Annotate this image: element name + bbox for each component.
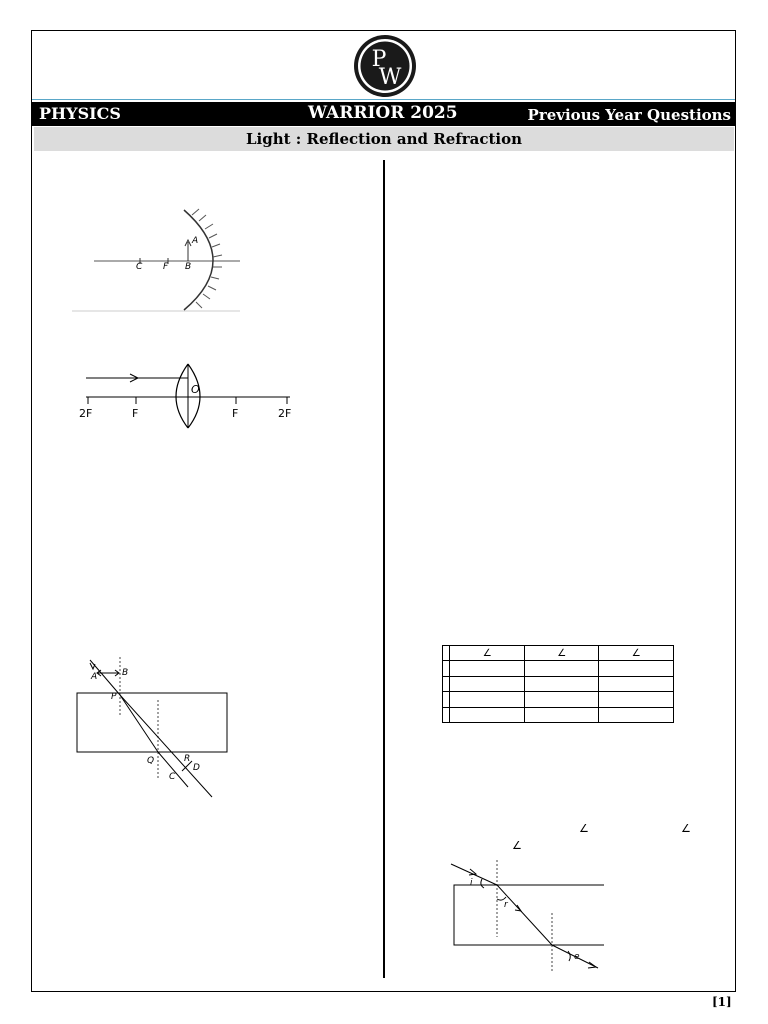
slab-label-a: A: [91, 672, 98, 682]
table-cell: [599, 692, 674, 707]
convex-lens-figure: [76, 360, 306, 432]
slab-right-label-i: i: [470, 878, 473, 888]
slab-label-b: B: [122, 668, 129, 678]
slab-right-label-r: r: [504, 900, 508, 910]
logo-letter-p: P: [371, 47, 387, 72]
table-cell: [599, 676, 674, 691]
topic-title: Light : Reflection and Refraction: [34, 127, 734, 151]
concave-mirror-figure: [72, 205, 242, 315]
page-number: [1]: [712, 995, 732, 1009]
slab-label-c: C: [169, 772, 176, 782]
table-cell: [599, 707, 674, 722]
table-header-row: [443, 646, 674, 661]
angle-symbol: ∠: [579, 822, 589, 835]
angle-symbol: ∠: [512, 839, 522, 852]
slab-label-p: P: [111, 692, 117, 702]
header-rule: [32, 99, 735, 100]
pw-logo: [353, 34, 417, 98]
table-cell: [443, 692, 450, 707]
table-cell: [524, 692, 599, 707]
table-row: [443, 676, 674, 691]
glass-slab-figure-left: [74, 655, 234, 800]
column-divider: [383, 160, 385, 978]
table-header-cell: ∠: [599, 646, 674, 661]
table-cell: [450, 692, 525, 707]
mirror-label-f: F: [163, 262, 169, 272]
table-row: [443, 661, 674, 676]
lens-label-o: O: [191, 383, 200, 396]
glass-slab-figure-right: [448, 855, 604, 977]
angle-symbol: ∠: [681, 822, 691, 835]
table-row: [443, 707, 674, 722]
logo-letter-w: W: [378, 65, 402, 90]
table-cell: [599, 661, 674, 676]
mirror-label-a: A: [192, 236, 199, 246]
table-cell: [524, 661, 599, 676]
mirror-label-c: C: [136, 262, 143, 272]
table-cell: [443, 676, 450, 691]
table-cell: [524, 676, 599, 691]
mirror-label-b: B: [185, 262, 192, 272]
subject-label: PHYSICS: [39, 104, 121, 123]
lens-label-right-f: F: [232, 407, 239, 420]
table-header-cell: ∠: [524, 646, 599, 661]
table-cell: [450, 661, 525, 676]
program-title: WARRIOR 2025: [308, 103, 458, 123]
slab-label-d: D: [193, 763, 200, 773]
table-cell: [524, 707, 599, 722]
slab-label-r: R: [184, 754, 191, 764]
table-cell: [443, 661, 450, 676]
table-row: [443, 692, 674, 707]
table-cell: [443, 707, 450, 722]
table-cell: [450, 676, 525, 691]
slab-label-q: Q: [147, 756, 155, 766]
observation-table: [442, 645, 674, 723]
header-bar: [32, 102, 735, 126]
table-header-cell: [443, 646, 450, 661]
lens-label-left-f: F: [132, 407, 139, 420]
table-cell: [450, 707, 525, 722]
slab-right-label-e: e: [574, 952, 580, 962]
lens-label-right-2f: 2F: [278, 407, 292, 420]
table-header-cell: ∠: [450, 646, 525, 661]
category-label: Previous Year Questions: [527, 106, 731, 124]
lens-label-left-2f: 2F: [79, 407, 93, 420]
